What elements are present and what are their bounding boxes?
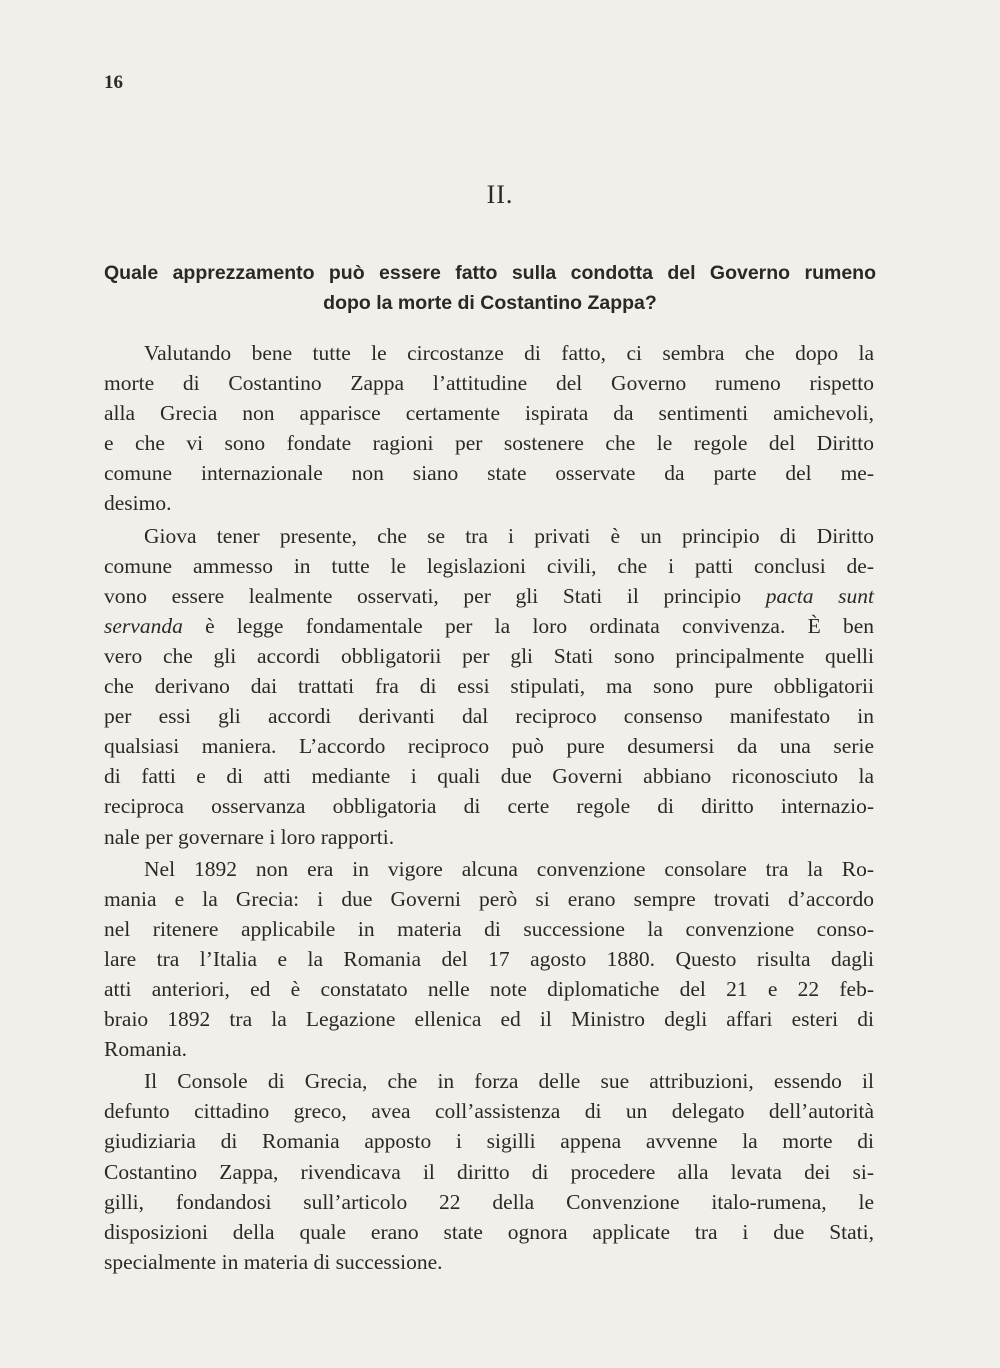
text-line: gilli, fondandosi sull’articolo 22 della Convenzione italo-rumena, le xyxy=(104,1189,874,1214)
text-line: Il Console di Grecia, che in forza delle sue attribuzioni, essendo il xyxy=(144,1069,874,1094)
paragraph xyxy=(104,521,874,852)
text-line: qualsiasi maniera. L’accordo reciproco può pure desumersi da una serie xyxy=(104,734,874,759)
text-segment: è legge fondamentale per la loro ordinata convivenza. È ben xyxy=(205,613,875,638)
paragraph xyxy=(104,338,874,519)
text-line: per essi gli accordi derivanti dal reciproco consenso manifestato in xyxy=(104,704,874,729)
text-line: nale per governare i loro rapporti. xyxy=(104,824,395,849)
text-line: che derivano dai trattati fra di essi stipulati, ma sono pure obbligatorii xyxy=(104,674,874,699)
text-line: mania e la Grecia: i due Governi però si erano sempre trovati d’accordo xyxy=(104,886,874,911)
text-line: atti anteriori, ed è constatato nelle note diplomatiche del 21 e 22 feb- xyxy=(104,976,874,1001)
page-number: 16 xyxy=(104,72,123,93)
body-text xyxy=(104,338,874,1279)
text-line: braio 1892 tra la Legazione ellenica ed il Ministro degli affari esteri di xyxy=(104,1007,874,1032)
heading-line: Quale apprezzamento può essere fatto sulla condotta del Governo rumeno xyxy=(104,262,876,284)
text-line xyxy=(104,581,874,611)
italic-phrase: servanda xyxy=(104,613,183,638)
text-line: nel ritenere applicabile in materia di successione la convenzione conso- xyxy=(104,916,874,941)
text-line: alla Grecia non apparisce certamente ispirata da sentimenti amichevoli, xyxy=(104,401,874,426)
text-line: Romania. xyxy=(104,1037,187,1062)
text-line: Giova tener presente, che se tra i privati è un principio di Diritto xyxy=(144,523,874,548)
text-line: desimo. xyxy=(104,491,172,516)
text-line: disposizioni della quale erano state ognora applicate tra i due Stati, xyxy=(104,1219,874,1244)
text-line: lare tra l’Italia e la Romania del 17 agosto 1880. Questo risulta dagli xyxy=(104,946,874,971)
paragraph xyxy=(104,854,874,1065)
text-line: giudiziaria di Romania apposto i sigilli appena avvenne la morte di xyxy=(104,1129,874,1154)
text-line: morte di Costantino Zappa l’attitudine del Governo rumeno rispetto xyxy=(104,371,874,396)
text-line: di fatti e di atti mediante i quali due Governi abbiano riconosciuto la xyxy=(104,764,874,789)
text-line: comune internazionale non siano state osservate da parte del me- xyxy=(104,461,874,486)
text-line: reciproca osservanza obbligatoria di certe regole di diritto internazio- xyxy=(104,794,874,819)
section-numeral: II. xyxy=(486,180,514,209)
heading-line: dopo la morte di Costantino Zappa? xyxy=(323,292,657,314)
text-line: e che vi sono fondate ragioni per sostenere che le regole del Diritto xyxy=(104,431,874,456)
text-line: comune ammesso in tutte le legislazioni civili, che i patti conclusi de- xyxy=(104,553,874,578)
section-heading xyxy=(104,258,876,318)
text-line xyxy=(104,611,874,641)
italic-phrase: pacta sunt xyxy=(765,583,875,608)
paragraph xyxy=(104,1066,874,1277)
text-line: specialmente in materia di successione. xyxy=(104,1249,443,1274)
text-line: Nel 1892 non era in vigore alcuna convenzione consolare tra la Ro- xyxy=(144,856,874,881)
text-segment: vono essere lealmente osservati, per gli Stati il principio xyxy=(104,583,742,608)
text-line: Valutando bene tutte le circostanze di fatto, ci sembra che dopo la xyxy=(144,341,874,365)
text-line: defunto cittadino greco, avea coll’assistenza di un delegato dell’autorità xyxy=(104,1099,874,1124)
text-line: vero che gli accordi obbligatorii per gli Stati sono principalmente quelli xyxy=(104,643,874,668)
text-line: Costantino Zappa, rivendicava il diritto di procedere alla levata dei si- xyxy=(104,1159,874,1184)
